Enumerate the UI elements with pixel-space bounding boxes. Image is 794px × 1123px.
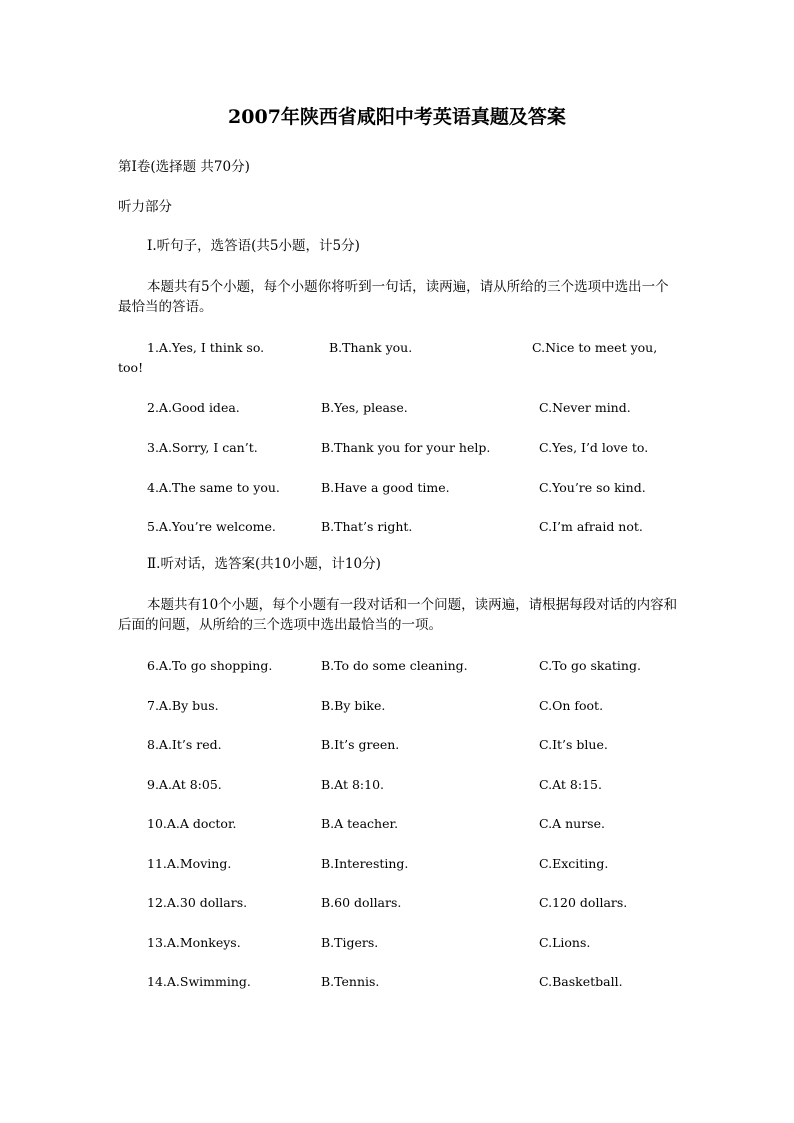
option-c[interactable]: C.I’m afraid not.: [539, 519, 643, 534]
option-a[interactable]: 6.A.To go shopping.: [147, 658, 273, 673]
option-c[interactable]: C.Never mind.: [539, 400, 631, 415]
option-c[interactable]: C.On foot.: [539, 698, 604, 713]
option-b[interactable]: B.Interesting.: [321, 856, 409, 871]
option-a[interactable]: 1.A.Yes, I think so.: [147, 340, 265, 355]
option-b[interactable]: B.Tennis.: [321, 974, 380, 989]
option-b[interactable]: B.A teacher.: [321, 816, 399, 831]
section2-instructions: 本题共有10个小题，每个小题有一段对话和一个问题，读两遍，请根据每段对话的内容和后面的问题，从所给的三个选项中选出最恰当的一项。: [118, 597, 678, 633]
page-title: 2007年陕西省咸阳中考英语真题及答案: [228, 106, 566, 128]
option-c[interactable]: C.It’s blue.: [539, 737, 608, 752]
option-b[interactable]: B.To do some cleaning.: [321, 658, 468, 673]
section1-instructions: 本题共有5个小题，每个小题你将听到一句话，读两遍，请从所给的三个选项中选出一个最恰当的答语。: [118, 279, 669, 315]
option-b[interactable]: B.At 8:10.: [321, 777, 385, 792]
part-label: 第Ⅰ卷(选择题 共70分): [118, 159, 250, 175]
option-b[interactable]: B.Thank you.: [329, 340, 413, 355]
option-c[interactable]: C.Yes, I’d love to.: [539, 440, 649, 455]
option-c[interactable]: C.Nice to meet you,: [532, 340, 658, 355]
section1-heading: Ⅰ.听句子，选答语(共5小题，计5分): [147, 238, 360, 254]
option-b[interactable]: B.That’s right.: [321, 519, 413, 534]
option-a[interactable]: 12.A.30 dollars.: [147, 895, 248, 910]
option-a[interactable]: 11.A.Moving.: [147, 856, 232, 871]
option-c[interactable]: C.Basketball.: [539, 974, 623, 989]
option-a[interactable]: 7.A.By bus.: [147, 698, 219, 713]
option-c[interactable]: C.120 dollars.: [539, 895, 628, 910]
option-c[interactable]: C.Lions.: [539, 935, 591, 950]
option-b[interactable]: B.By bike.: [321, 698, 386, 713]
option-a[interactable]: 3.A.Sorry, I can’t.: [147, 440, 258, 455]
option-c[interactable]: C.To go skating.: [539, 658, 641, 673]
option-c[interactable]: C.Exciting.: [539, 856, 609, 871]
option-a[interactable]: 2.A.Good idea.: [147, 400, 240, 415]
option-c[interactable]: C.You’re so kind.: [539, 480, 646, 495]
option-a[interactable]: 10.A.A doctor.: [147, 816, 237, 831]
option-c[interactable]: C.A nurse.: [539, 816, 605, 831]
option-b[interactable]: B.Yes, please.: [321, 400, 408, 415]
option-a[interactable]: 5.A.You’re welcome.: [147, 519, 276, 534]
listening-label: 听力部分: [118, 199, 172, 215]
option-a[interactable]: 14.A.Swimming.: [147, 974, 251, 989]
option-a[interactable]: 9.A.At 8:05.: [147, 777, 222, 792]
option-c-continued: too!: [118, 360, 144, 375]
option-c[interactable]: C.At 8:15.: [539, 777, 602, 792]
option-b[interactable]: B.It’s green.: [321, 737, 400, 752]
option-a[interactable]: 8.A.It’s red.: [147, 737, 222, 752]
option-b[interactable]: B.60 dollars.: [321, 895, 402, 910]
option-b[interactable]: B.Tigers.: [321, 935, 379, 950]
option-b[interactable]: B.Thank you for your help.: [321, 440, 491, 455]
option-a[interactable]: 13.A.Monkeys.: [147, 935, 241, 950]
option-a[interactable]: 4.A.The same to you.: [147, 480, 280, 495]
option-b[interactable]: B.Have a good time.: [321, 480, 450, 495]
section2-heading: Ⅱ.听对话，选答案(共10小题，计10分): [147, 556, 381, 572]
